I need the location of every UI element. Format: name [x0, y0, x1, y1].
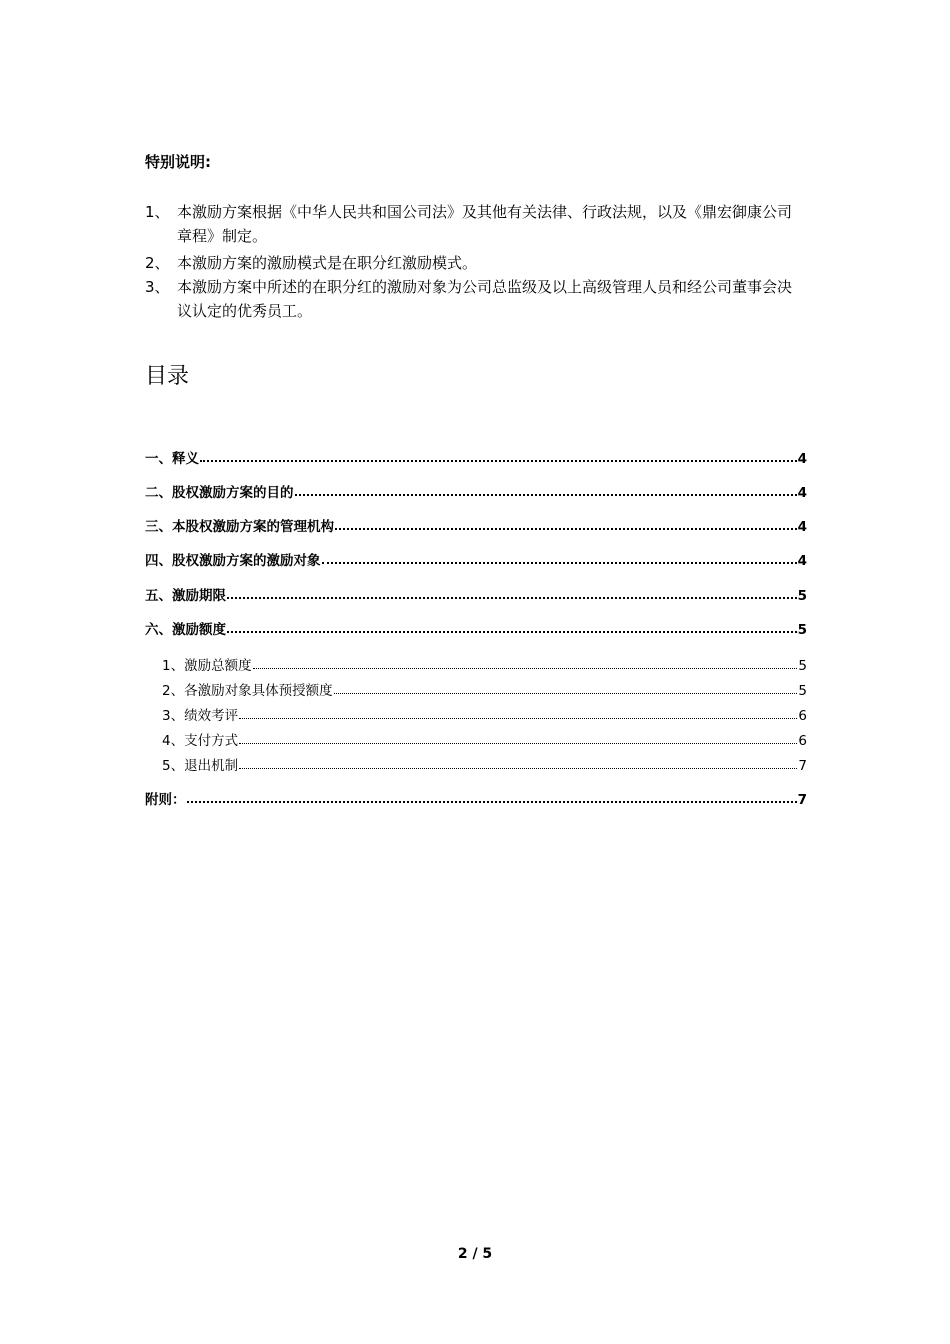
page-number: 2 / 5 — [457, 1246, 493, 1262]
toc-subentry[interactable] — [162, 706, 807, 724]
toc-entry-label: 5、退出机制 — [162, 757, 239, 774]
toc-entry-page: 5 — [797, 622, 807, 638]
toc-entry-label: 三、本股权激励方案的管理机构 — [145, 519, 334, 535]
toc-entry[interactable] — [145, 551, 807, 571]
toc-entry-label: 一、释义 — [145, 451, 199, 467]
toc-entry-page: 4 — [797, 451, 807, 467]
toc-subentry[interactable] — [162, 656, 807, 674]
toc-entry-page: 4 — [797, 519, 807, 535]
toc-dot-leader — [239, 756, 797, 770]
toc-dot-leader — [322, 552, 797, 566]
toc-dot-leader — [239, 706, 797, 720]
toc-entry[interactable] — [145, 620, 807, 640]
note-text: 本激励方案根据《中华人民共和国公司法》及其他有关法律、行政法规，以及《鼎宏御康公司章程》制定。 — [177, 203, 793, 245]
toc-entry-label: 四、股权激励方案的激励对象 — [145, 553, 321, 569]
toc-entry-label: 1、激励总额度 — [162, 657, 252, 674]
toc-dot-leader — [227, 587, 797, 601]
note-item-3 — [145, 275, 805, 323]
toc-dot-leader — [295, 484, 797, 498]
toc-entry-label: 二、股权激励方案的目的 — [145, 485, 294, 501]
toc-dot-leader — [253, 656, 798, 670]
toc-entry-page: 5 — [798, 682, 807, 699]
toc-entry-label: 3、绩效考评 — [162, 707, 239, 724]
toc-dot-leader — [335, 518, 797, 532]
toc-entry-page: 6 — [798, 732, 807, 749]
toc-entry[interactable] — [145, 517, 807, 537]
toc-entry[interactable] — [145, 449, 807, 469]
toc-dot-leader — [187, 791, 797, 805]
toc-entry-label: 五、激励期限 — [145, 588, 226, 604]
toc-entry-page: 4 — [797, 553, 807, 569]
toc-subentry[interactable] — [162, 731, 807, 749]
note-item-2 — [145, 251, 805, 275]
toc-entry[interactable] — [145, 586, 807, 606]
toc-subentry[interactable] — [162, 756, 807, 774]
toc-title: 目录 — [145, 364, 190, 389]
toc-entry-page: 4 — [797, 485, 807, 501]
toc-entry[interactable] — [145, 483, 807, 503]
toc-entry-page: 7 — [797, 792, 807, 808]
toc-dot-leader — [200, 450, 797, 464]
toc-subentry[interactable] — [162, 681, 807, 699]
note-text: 本激励方案的激励模式是在职分红激励模式。 — [177, 254, 478, 272]
note-number: 2、 — [145, 254, 170, 272]
note-number: 3、 — [145, 278, 170, 296]
special-notes-heading: 特别说明: — [145, 153, 211, 171]
note-text: 本激励方案中所述的在职分红的激励对象为公司总监级及以上高级管理人员和经公司董事会决议认定的优秀员工。 — [177, 278, 793, 320]
toc-entry-page: 5 — [798, 657, 807, 674]
toc-entry-page: 5 — [797, 588, 807, 604]
toc-entry[interactable] — [145, 790, 807, 810]
toc-dot-leader — [227, 621, 797, 635]
toc-dot-leader — [334, 681, 798, 695]
toc-dot-leader — [239, 731, 797, 745]
toc-entry-label: 2、各激励对象具体预授额度 — [162, 682, 333, 699]
toc-entry-label: 附则： — [145, 792, 186, 808]
note-item-1 — [145, 200, 805, 248]
note-number: 1、 — [145, 203, 170, 221]
toc-entry-label: 4、支付方式 — [162, 732, 239, 749]
toc-entry-page: 6 — [798, 707, 807, 724]
toc-entry-page: 7 — [798, 757, 807, 774]
toc-entry-label: 六、激励额度 — [145, 622, 226, 638]
